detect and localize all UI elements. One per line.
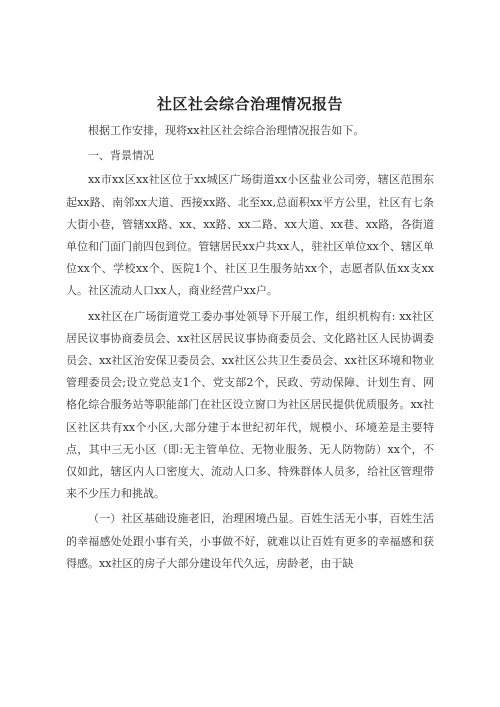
intro-paragraph: 根据工作安排，现将xx社区社会综合治理情况报告如下。	[88, 124, 365, 137]
document-title: 社区社会综合治理情况报告	[156, 95, 343, 113]
background-paragraph-organization: xx社区在广场街道党工委办事处领导下开展工作，组织机构有: xx社区居民议事协商委员会、xx社区居民议事协商委员会、文化路社区人民协调委员会、xx社区治安保卫委员会、xx社区公共卫生委员会、xx社区环境和物业管理委员会;设立党总支1个、党支部2个，民政、劳动保障、计划生育、网格化综合服务站等职能部门在社区设立窗口为社区居民提供优质服务。xx社区社区共有xx个小区,大部分建于本世纪初年代，规模小、环境差是主要特点，其中三无小区（即:无主管单位、无物业服务、无人防物防）xx个，不仅如此，辖区内人口密度大、流动人口多、特殊群体人员多，给社区管理带来不少压力和挑战。	[66, 309, 434, 501]
document-body	[66, 120, 434, 578]
background-paragraph-location: xx市xx区xx社区位于xx城区广场街道xx小区盐业公司旁，辖区范围东起xx路、南邻xx大道、西接xx路、北至xx,总面积xx平方公里，社区有七条大街小巷，管辖xx路、xx、xx路、xx二路、xx大道、xx巷、xx路，各街道单位和门面门前四包到位。管辖居民xx户共xx人，驻社区单位xx个、辖区单位xx个、学校xx个、医院1个、社区卫生服务站xx个，志愿者队伍xx支xx人。社区流动人口xx人，商业经营户xx户。	[66, 173, 434, 298]
section-heading-background: 一、背景情况	[88, 149, 154, 163]
subsection-paragraph-infrastructure: （一）社区基础设施老旧，治理困境凸显。百姓生活无小事，百姓生活的幸福感处处跟小事有关，小事做不好，就难以让百姓有更多的幸福感和获得感。xx社区的房子大部分建设年代久远，房龄老，由于缺	[66, 512, 434, 570]
